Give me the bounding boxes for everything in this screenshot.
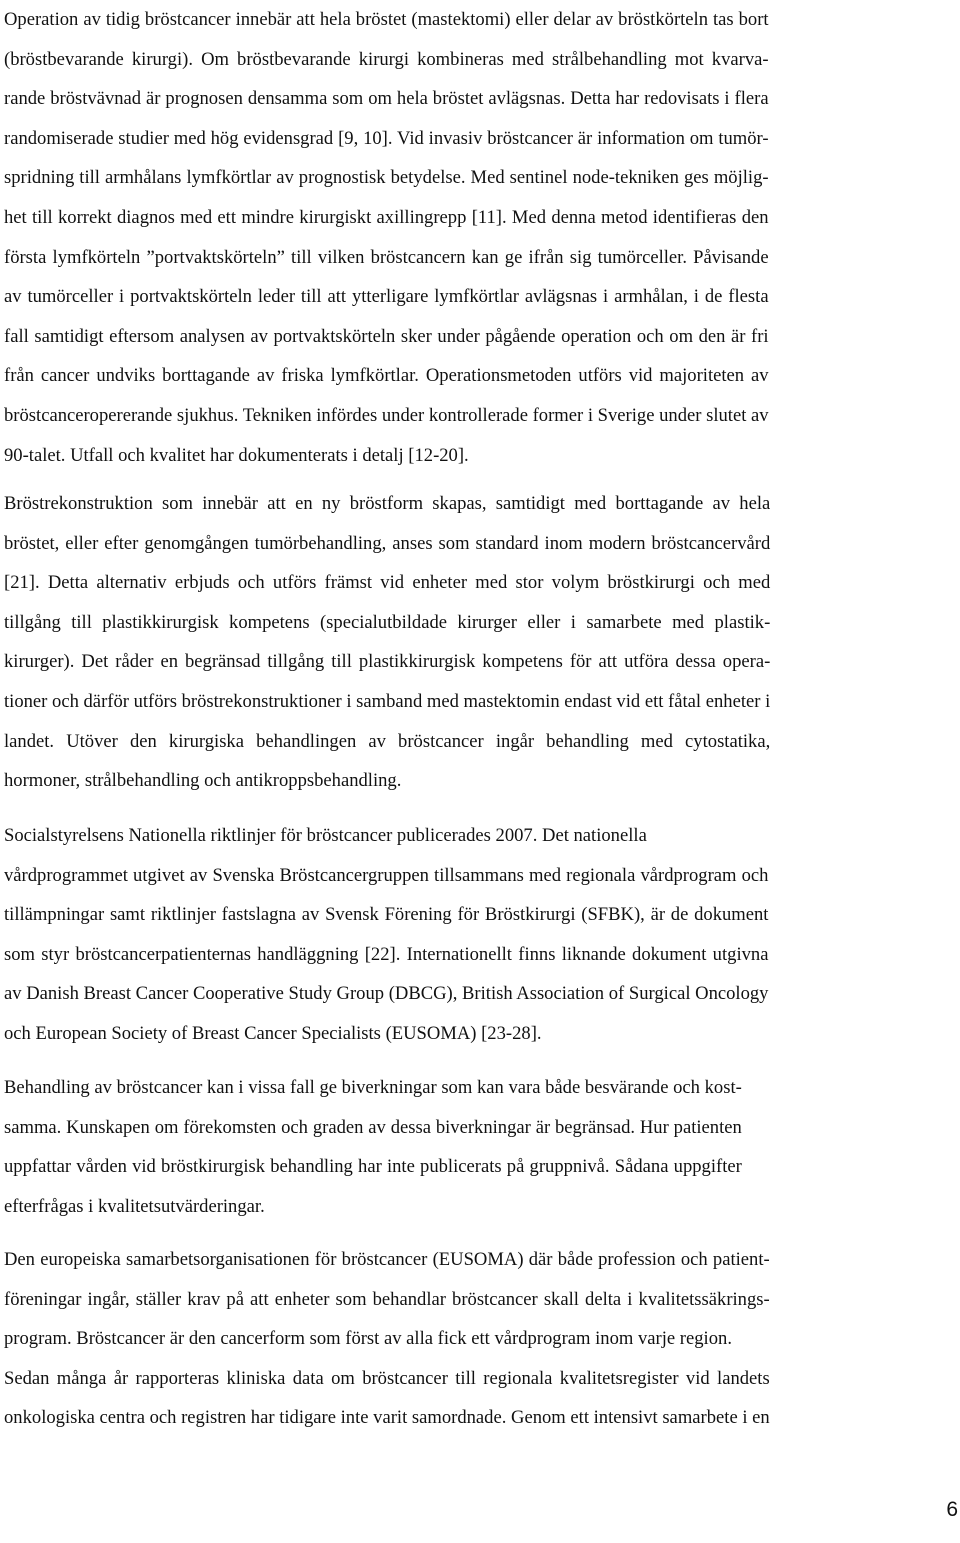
text-line: föreningar ingår, ställer krav på att enheter som behandlar bröstcancer skall delta i kvalitetssäkrings- — [4, 1288, 770, 1310]
paragraph-surgery — [4, 0, 769, 475]
text-line: Bröstrekonstruktion som innebär att en ny bröstform skapas, samtidigt med borttagande av hela — [4, 493, 771, 514]
text-line: kirurger). Det råder en begränsad tillgång till plastikkirurgisk kompetens för att utföra dessa opera- — [4, 651, 771, 673]
text-line: bröstet, eller efter genomgången tumörbehandling, anses som standard inom modern bröstcancervård — [4, 532, 771, 554]
text-line: uppfattar vården vid bröstkirurgisk behandling har inte publicerats på gruppnivå. Sådana uppgifter — [4, 1156, 742, 1178]
text-line: hormoner, strålbehandling och antikroppsbehandling. — [4, 770, 402, 792]
text-line: första lymfkörteln ”portvaktskörteln” till vilken bröstcancern kan ge ifrån sig tumörceller. Påvisande — [4, 246, 769, 268]
text-line: vårdprogrammet utgivet av Svenska Bröstcancergruppen tillsammans med regionala vårdprogram och — [4, 864, 769, 886]
text-line: [21]. Detta alternativ erbjuds och utförs främst vid enheter med stor volym bröstkirurgi och med — [4, 572, 771, 594]
text-line: spridning till armhålans lymfkörtlar av prognostisk betydelse. Med sentinel node-tekniken ges möjlig- — [4, 167, 769, 189]
text-line: tillgång till plastikkirurgisk kompetens (specialutbildade kirurger eller i samarbete med plastik- — [4, 611, 771, 633]
text-line: Socialstyrelsens Nationella riktlinjer för bröstcancer publicerades 2007. Det nationella — [4, 825, 647, 846]
text-line: het till korrekt diagnos med ett mindre kirurgiskt axillingrepp [11]. Med denna metod identifieras den — [4, 206, 769, 228]
paragraph-side-effects — [4, 1068, 742, 1226]
paragraph-guidelines — [4, 816, 768, 1054]
text-line: bröstcanceropererande sjukhus. Tekniken infördes under kontrollerade former i Sverige under slutet av — [4, 404, 769, 426]
text-line: samma. Kunskapen om förekomsten och graden av dessa biverkningar är begränsad. Hur patienten — [4, 1116, 742, 1138]
page-number: 6 — [946, 1498, 958, 1521]
text-line: tillämpningar samt riktlinjer fastslagna av Svensk Förening för Bröstkirurgi (SFBK), är de dokument — [4, 904, 769, 926]
text-line: (bröstbevarande kirurgi). Om bröstbevarande kirurgi kombineras med strålbehandling mot kvarva- — [4, 48, 769, 70]
text-line: från cancer undviks borttagande av friska lymfkörtlar. Operationsmetoden utförs vid majoriteten av — [4, 365, 769, 387]
paragraph-reconstruction — [4, 484, 770, 801]
text-line: Sedan många år rapporteras kliniska data om bröstcancer till regionala kvalitetsregister vid landets — [4, 1367, 770, 1389]
text-line: Behandling av bröstcancer kan i vissa fall ge biverkningar som kan vara både besvärande och kost- — [4, 1077, 742, 1098]
text-line: rande bröstvävnad är prognosen densamma som om hela bröstet avlägsnas. Detta har redovisats i flera — [4, 88, 769, 110]
text-line: Den europeiska samarbetsorganisationen för bröstcancer (EUSOMA) där både profession och patient- — [4, 1249, 770, 1270]
text-line: landet. Utöver den kirurgiska behandlingen av bröstcancer ingår behandling med cytostatika, — [4, 730, 771, 752]
text-line: 90-talet. Utfall och kvalitet har dokumenterats i detalj [12-20]. — [4, 444, 469, 466]
text-line: randomiserade studier med hög evidensgrad [9, 10]. Vid invasiv bröstcancer är information om tumör- — [4, 127, 769, 149]
paragraph-eusoma — [4, 1240, 770, 1438]
text-line: fall samtidigt eftersom analysen av portvaktskörteln sker under pågående operation och om den är fri — [4, 325, 769, 347]
text-line: som styr bröstcancerpatienternas handläggning [22]. Internationellt finns liknande dokument utgivna — [4, 943, 769, 965]
text-line: av tumörceller i portvaktskörteln leder till att ytterligare lymfkörtlar avlägsnas i armhålan, i de flesta — [4, 286, 769, 308]
text-line: tioner och därför utförs bröstrekonstruktioner i samband med mastektomin endast vid ett fåtal enheter i — [4, 690, 771, 712]
text-line: och European Society of Breast Cancer Specialists (EUSOMA) [23-28]. — [4, 1022, 542, 1044]
text-line: Operation av tidig bröstcancer innebär att hela bröstet (mastektomi) eller delar av bröstkörteln tas bort — [4, 9, 769, 30]
text-line: onkologiska centra och registren har tidigare inte varit samordnade. Genom ett intensivt samarbete i en — [4, 1407, 770, 1429]
text-line: program. Bröstcancer är den cancerform som först av alla fick ett vårdprogram inom varje region. — [4, 1328, 732, 1350]
text-line: av Danish Breast Cancer Cooperative Study Group (DBCG), British Association of Surgical Oncology — [4, 983, 769, 1005]
text-line: efterfrågas i kvalitetsutvärderingar. — [4, 1195, 265, 1217]
